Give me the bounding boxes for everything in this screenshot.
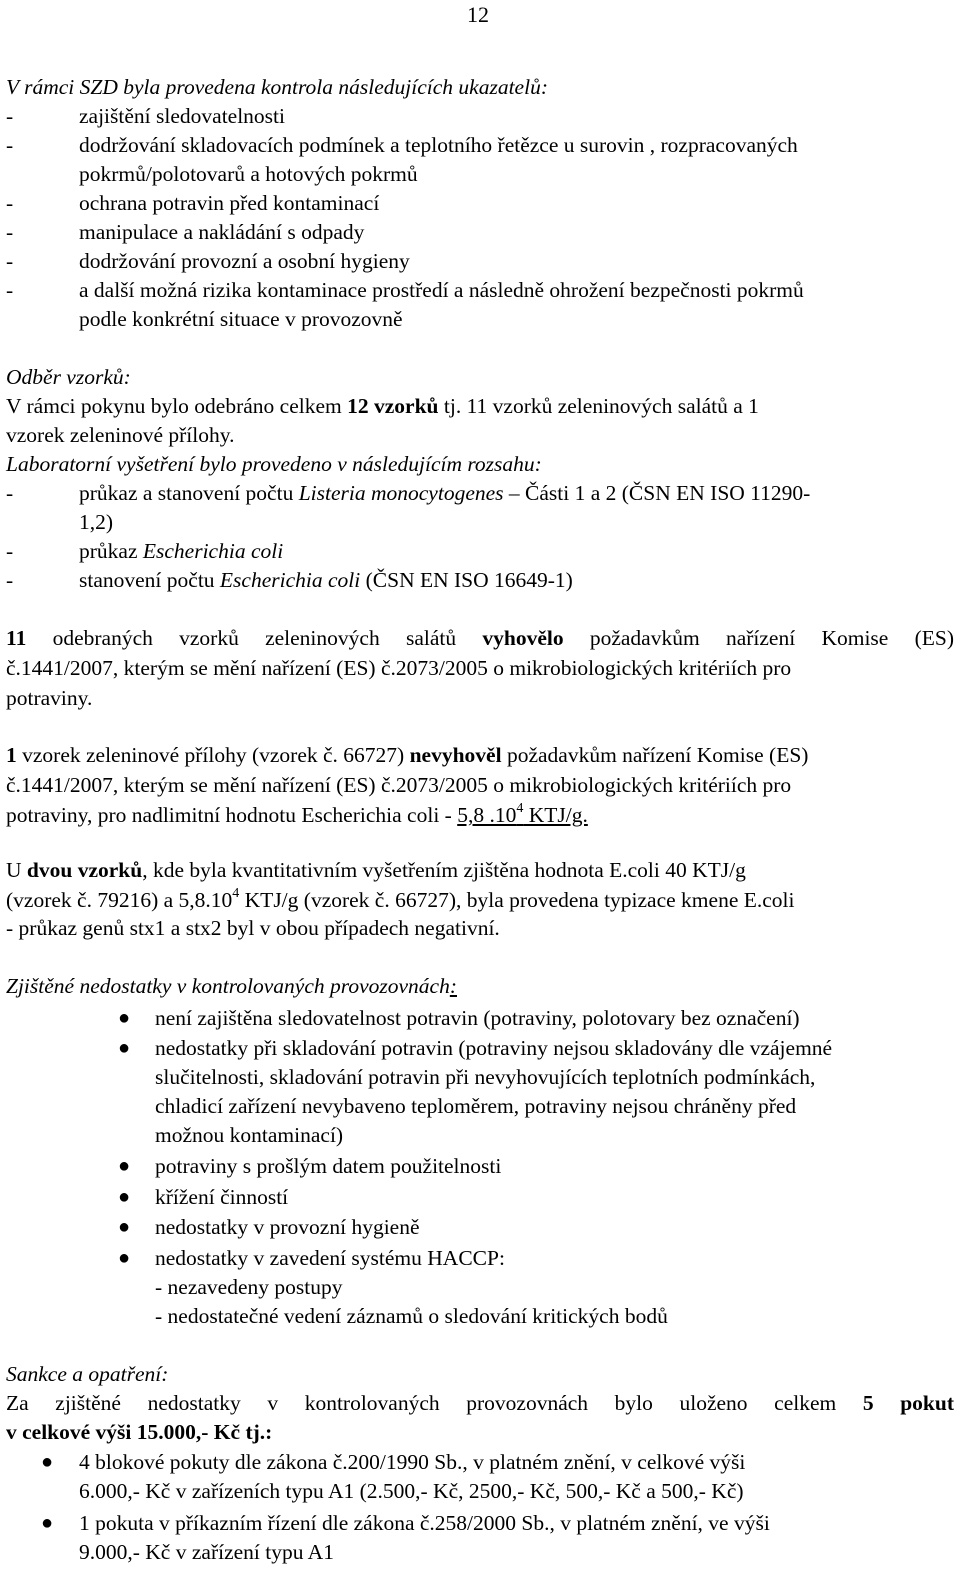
result3-line-3: - průkaz genů stx1 a stx2 byl v obou případech negativní. [6,916,500,940]
result2-line-2: č.1441/2007, kterým se mění nařízení (ES) č.2073/2005 o mikrobiologických kritériích pro [6,773,792,797]
odber-line-1: V rámci pokynu bylo odebráno celkem 12 vzorků tj. 11 vzorků zeleninových salátů a 1 [6,394,759,418]
sankce-line-1: Za zjištěné nedostatky v kontrolovaných provozovnách bylo uloženo celkem 5 pokut [6,1391,954,1415]
list-item: ● křížení činností [0,1183,960,1212]
list-item-continuation: podle konkrétní situace v provozovně [79,307,403,331]
list-item-continuation: - nedostatečné vedení záznamů o sledování kritických bodů [155,1304,668,1328]
list-item: - průkaz a stanovení počtu Listeria monocytogenes – Části 1 a 2 (ČSN EN ISO 11290- [6,481,811,505]
list-item: - ochrana potravin před kontaminací [6,191,380,215]
sankce-heading: Sankce a opatření: [6,1362,169,1386]
list-item: - manipulace a nakládání s odpady [6,220,365,244]
list-item-continuation: možnou kontaminací) [155,1123,344,1147]
odber-line-2: vzorek zeleninové přílohy. [6,423,235,447]
result1-line-3: potraviny. [6,686,93,710]
list-item: ● nedostatky při skladování potravin (potraviny nejsou skladovány dle vzájemné [0,1034,960,1063]
nedostatky-heading: Zjištěné nedostatky v kontrolovaných provozovnách: [6,974,457,998]
bullet-icon: ● [118,1155,131,1177]
lab-heading: Laboratorní vyšetření bylo provedeno v následujícím rozsahu: [6,452,542,476]
list-item-continuation: 9.000,- Kč v zařízení typu A1 [79,1540,334,1564]
list-item-continuation: - nezavedeny postupy [155,1275,343,1299]
list-item: ● 4 blokové pokuty dle zákona č.200/1990 Sb., v platném znění, v celkové výši [0,1448,960,1477]
list-item-continuation: 6.000,- Kč v zařízeních typu A1 (2.500,- Kč, 2500,- Kč, 500,- Kč a 500,- Kč) [79,1479,744,1503]
list-item: - stanovení počtu Escherichia coli (ČSN EN ISO 16649-1) [6,568,573,592]
list-item-continuation: chladicí zařízení nevybaveno teploměrem, potraviny nejsou chráněny před [155,1094,797,1118]
list-item: ● není zajištěna sledovatelnost potravin (potraviny, polotovary bez označení) [0,1004,960,1033]
odber-heading: Odběr vzorků: [6,365,131,389]
result3-line-1: U dvou vzorků, kde byla kvantitativním vyšetřením zjištěna hodnota E.coli 40 KTJ/g [6,858,746,882]
list-item: - dodržování provozní a osobní hygieny [6,249,410,273]
sankce-line-2: v celkové výši 15.000,- Kč tj.: [6,1420,273,1444]
list-item: ● 1 pokuta v příkazním řízení dle zákona č.258/2000 Sb., v platném znění, ve výši [0,1509,960,1538]
bullet-icon: ● [118,1037,131,1059]
list-item: - dodržování skladovacích podmínek a teplotního řetězce u surovin , rozpracovaných [6,133,798,157]
result1-line-2: č.1441/2007, kterým se mění nařízení (ES) č.2073/2005 o mikrobiologických kritériích pro [6,656,792,680]
list-item: ● potraviny s prošlým datem použitelnosti [0,1152,960,1181]
list-item-continuation: pokrmů/polotovarů a hotových pokrmů [79,162,418,186]
result3-line-2: (vzorek č. 79216) a 5,8.10$^4$ KTJ/g (vzorek č. 66727), byla provedena typizace kmene E.coli [6,885,795,912]
result1-line-1: 11 odebraných vzorků zeleninových salátů vyhovělo požadavkům nařízení Komise (ES) [6,626,954,650]
bullet-icon: ● [41,1512,54,1534]
list-item: - a další možná rizika kontaminace prostředí a následně ohrožení bezpečnosti pokrmů [6,278,804,302]
page-number: 12 [467,2,489,27]
result2-line-1: 1 vzorek zeleninové přílohy (vzorek č. 66727) nevyhověl požadavkům nařízení Komise (ES) [6,743,809,767]
list-item: - zajištění sledovatelnosti [6,104,285,128]
bullet-icon: ● [41,1451,54,1473]
szd-heading: V rámci SZD byla provedena kontrola následujících ukazatelů: [6,75,548,99]
list-item: ● nedostatky v provozní hygieně [0,1213,960,1242]
bullet-icon: ● [118,1186,131,1208]
bullet-icon: ● [118,1247,131,1269]
bullet-icon: ● [118,1216,131,1238]
list-item-continuation: 1,2) [79,510,114,534]
bullet-icon: ● [118,1007,131,1029]
result2-line-3: potraviny, pro nadlimitní hodnotu Escherichia coli - 5,8 $.10^4$ KTJ/g. [6,800,588,827]
list-item: ● nedostatky v zavedení systému HACCP: [0,1244,960,1273]
list-item: - průkaz Escherichia coli [6,539,284,563]
list-item-continuation: slučitelnosti, skladování potravin při nevyhovujících teplotních podmínkách, [155,1065,816,1089]
